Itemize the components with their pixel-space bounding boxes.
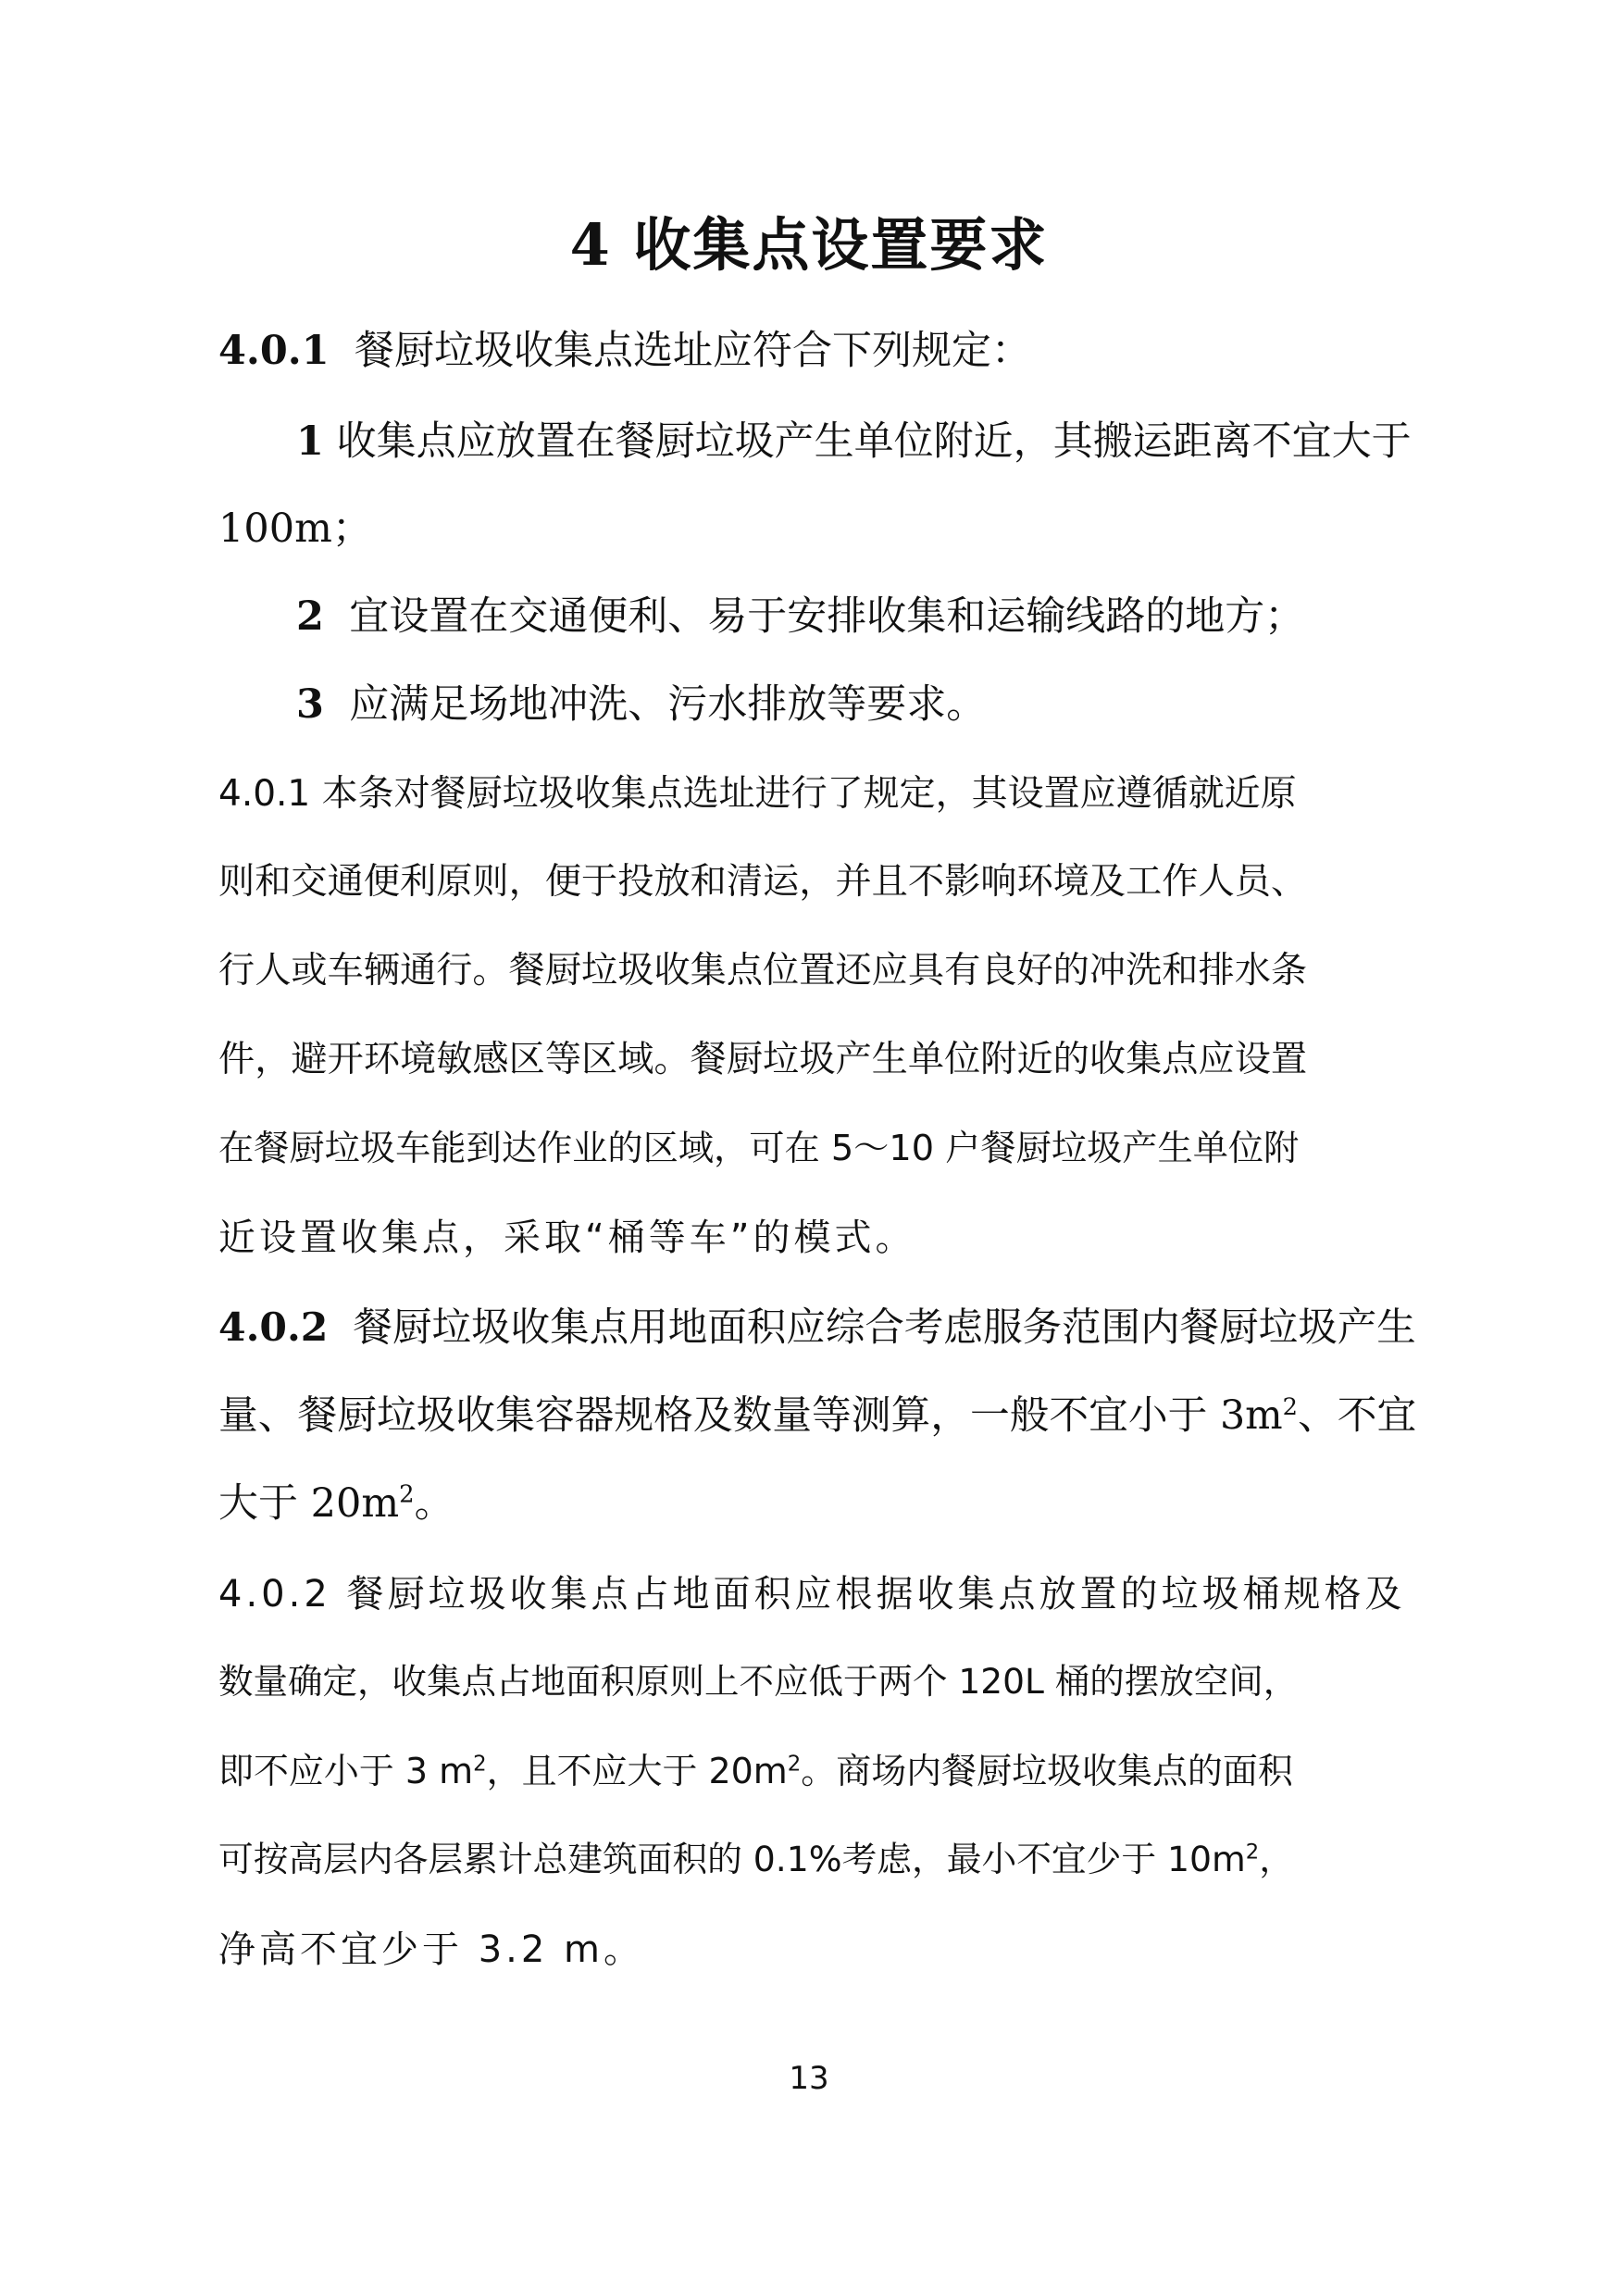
superscript: 2	[399, 1480, 415, 1509]
clause-4-0-1-item-1	[296, 410, 1412, 467]
explanation-4-0-1-line: 4.0.1 本条对餐厨垃圾收集点选址进行了规定，其设置应遵循就近原	[218, 773, 1297, 815]
clause-text: 餐厨垃圾收集点用地面积应综合考虑服务范围内餐厨垃圾产生	[353, 1305, 1416, 1351]
explanation-4-0-2-line: 净高不宜少于 3.2 m。	[218, 1928, 645, 1971]
clause-4-0-2-line-2	[218, 1384, 1416, 1441]
explanation-4-0-2-line-3	[218, 1742, 1293, 1793]
explanation-text: ，	[1259, 1839, 1294, 1879]
superscript: 2	[1282, 1392, 1298, 1421]
clause-text: 量、餐厨垃圾收集容器规格及数量等测算，一般不宜小于 3m	[218, 1392, 1283, 1439]
explanation-4-0-1-line: 行人或车辆通行。餐厨垃圾收集点位置还应具有良好的冲洗和排水条	[218, 950, 1308, 992]
clause-4-0-1	[218, 319, 1031, 376]
clause-4-0-1-item-1-cont	[218, 497, 372, 554]
clause-4-0-2	[218, 1296, 1416, 1353]
explanation-4-0-1-line: 件，避开环境敏感区等区域。餐厨垃圾产生单位附近的收集点应设置	[218, 1039, 1308, 1080]
item-number: 3	[296, 681, 324, 728]
clause-text: 。	[414, 1480, 454, 1527]
item-text: 100m；	[218, 505, 372, 552]
clause-text: 、不宜	[1297, 1392, 1417, 1439]
explanation-4-0-2-line-4	[218, 1831, 1294, 1881]
item-text: 宜设置在交通便利、易于安排收集和运输线路的地方；	[349, 593, 1305, 640]
explanation-4-0-2-line: 4.0.2 餐厨垃圾收集点占地面积应根据收集点放置的垃圾桶规格及	[218, 1573, 1406, 1616]
item-number: 1	[296, 418, 324, 465]
explanation-4-0-2-line: 数量确定，收集点占地面积原则上不应低于两个 120L 桶的摆放空间，	[218, 1661, 1299, 1702]
explanation-text: 即不应小于 3 m	[218, 1751, 474, 1791]
clause-number: 4.0.2	[218, 1304, 329, 1351]
clause-text: 餐厨垃圾收集点选址应符合下列规定：	[355, 328, 1032, 374]
chapter-title: 4 收集点设置要求	[569, 211, 1049, 279]
explanation-text: ，且不应大于 20m	[486, 1751, 788, 1791]
clause-number: 4.0.1	[218, 328, 330, 374]
explanation-text: 可按高层内各层累计总建筑面积的 0.1%考虑，最小不宜少于 10m	[218, 1839, 1246, 1879]
explanation-text: 。商场内餐厨垃圾收集点的面积	[801, 1751, 1293, 1791]
explanation-4-0-1-line: 近设置收集点，采取“桶等车”的模式。	[218, 1217, 916, 1259]
clause-4-0-1-item-2	[296, 585, 1304, 642]
clause-4-0-1-item-3	[296, 673, 986, 730]
superscript: 2	[1245, 1840, 1260, 1865]
superscript: 2	[473, 1752, 487, 1777]
explanation-4-0-1-line: 在餐厨垃圾车能到达作业的区域，可在 5～10 户餐厨垃圾产生单位附	[218, 1129, 1300, 1169]
item-text: 应满足场地冲洗、污水排放等要求。	[349, 681, 987, 728]
clause-4-0-2-line-3	[218, 1472, 454, 1529]
page-number: 13	[789, 2060, 829, 2097]
clause-text: 大于 20m	[218, 1480, 400, 1527]
item-number: 2	[296, 593, 324, 640]
superscript: 2	[787, 1752, 802, 1777]
item-text: 收集点应放置在餐厨垃圾产生单位附近，其搬运距离不宜大于	[336, 418, 1412, 465]
explanation-4-0-1-line: 则和交通便利原则，便于投放和清运，并且不影响环境及工作人员、	[218, 861, 1308, 903]
